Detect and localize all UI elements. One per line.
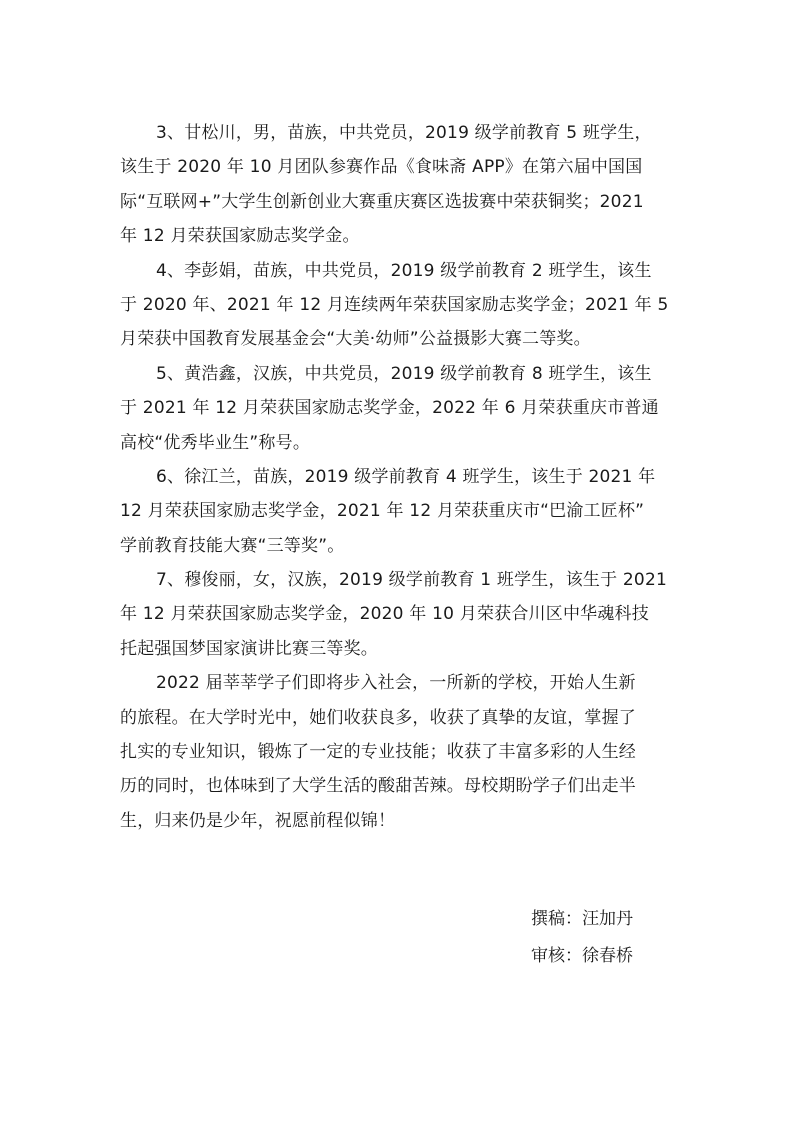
paragraph-line: 扎实的专业知识，锻炼了一定的专业技能；收获了丰富多彩的人生经 [120,742,636,763]
paragraph-line: 7、穆俊丽，女，汉族，2019 级学前教育 1 班学生，该生于 2021 [156,570,667,591]
paragraph-line: 5、黄浩鑫，汉族，中共党员，2019 级学前教育 8 班学生，该生 [156,363,652,384]
paragraph-line: 2022 届莘莘学子们即将步入社会，一所新的学校，开始人生新 [156,673,636,694]
paragraph-line: 年 12 月荣获国家励志奖学金，2020 年 10 月荣获合川区中华魂科技 [120,604,649,625]
paragraph-line: 年 12 月荣获国家励志奖学金。 [120,226,360,247]
paragraph-line: 生，归来仍是少年，祝愿前程似锦！ [120,810,396,831]
paragraph-line: 于 2020 年、2021 年 12 月连续两年荣获国家励志奖学金；2021 年 5 [120,294,669,315]
paragraph-award-3 [120,116,682,254]
author-credit: 撰稿：汪加丹 [531,909,633,929]
article-body [120,116,682,838]
paragraph-line: 际“互联网+”大学生创新创业大赛重庆赛区选拔赛中荣获铜奖；2021 [120,191,644,212]
paragraph-line: 6、徐江兰，苗族，2019 级学前教育 4 班学生，该生于 2021 年 [156,466,656,487]
paragraph-line: 历的同时，也体味到了大学生活的酸甜苦辣。母校期盼学子们出走半 [120,776,636,797]
paragraph-line: 学前教育技能大赛“三等奖”。 [120,535,345,556]
paragraph-line: 月荣获中国教育发展基金会“大美·幼师”公益摄影大赛二等奖。 [120,329,591,350]
paragraph-line: 3、甘松川，男，苗族，中共党员，2019 级学前教育 5 班学生， [156,123,652,143]
paragraph-award-6 [120,460,682,563]
paragraph-line: 12 月荣获国家励志奖学金，2021 年 12 月荣获重庆市“巴渝工匠杯” [120,501,645,522]
paragraph-award-7 [120,563,682,666]
paragraph-line: 托起强国梦国家演讲比赛三等奖。 [120,638,378,659]
paragraph-line: 该生于 2020 年 10 月团队参赛作品《食味斋 APP》在第六届中国国 [120,157,643,178]
paragraph-award-5 [120,357,682,460]
paragraph-line: 4、李彭娟，苗族，中共党员，2019 级学前教育 2 班学生，该生 [156,260,652,281]
paragraph-line: 于 2021 年 12 月荣获国家励志奖学金，2022 年 6 月荣获重庆市普通 [120,398,659,419]
paragraph-line: 的旅程。在大学时光中，她们收获良多，收获了真挚的友谊，掌握了 [120,707,636,728]
paragraph-award-4 [120,254,682,357]
paragraph-closing [120,666,682,838]
reviewer-credit: 审核：徐春桥 [531,946,633,966]
paragraph-line: 高校“优秀毕业生”称号。 [120,432,311,453]
